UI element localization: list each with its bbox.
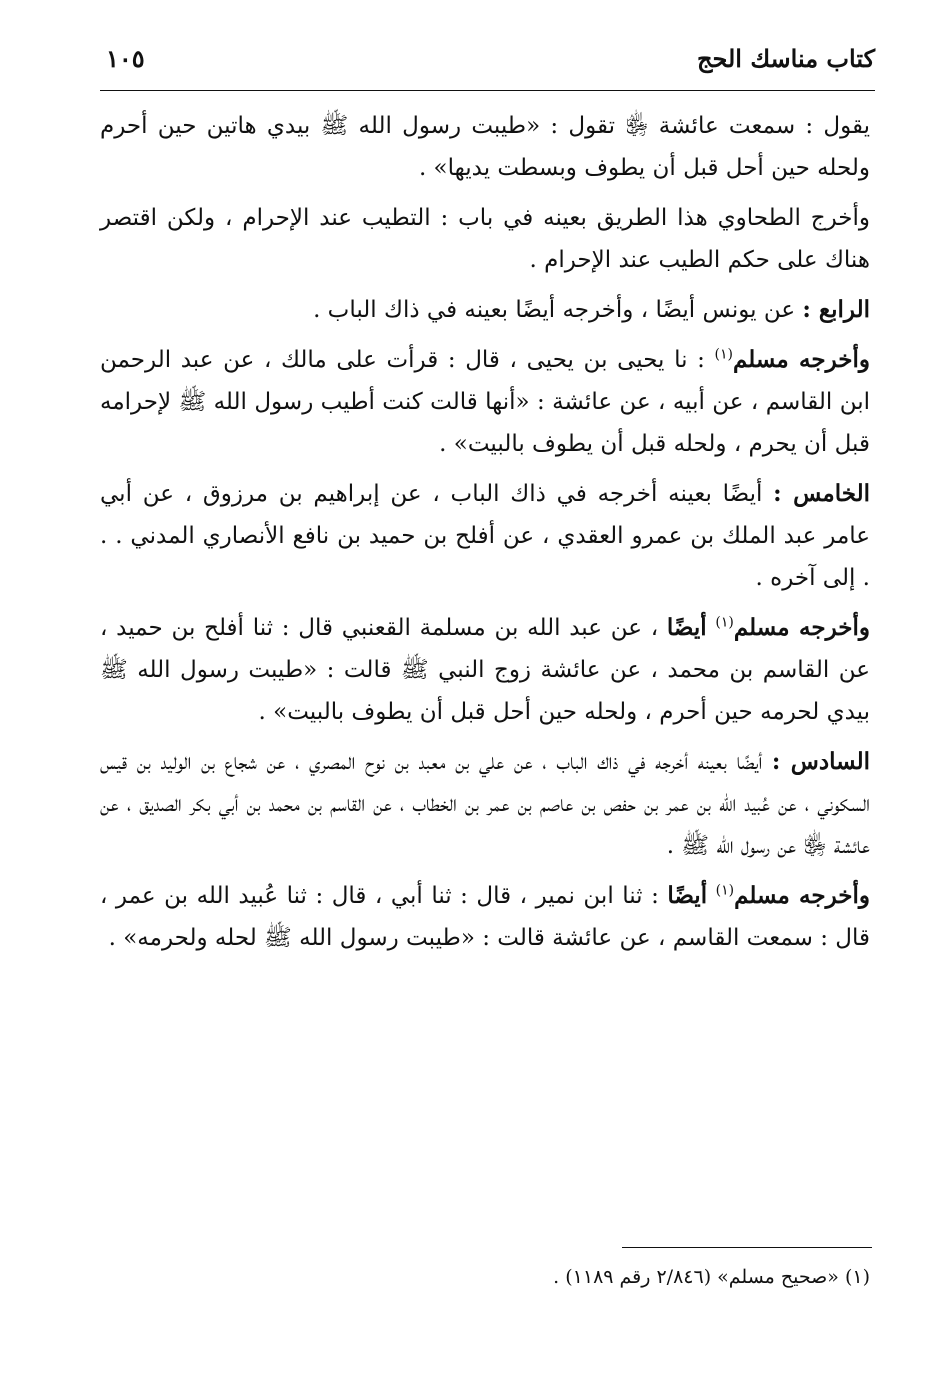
body-text (100, 105, 870, 967)
paragraph-7 (100, 741, 870, 867)
footnote-reference[interactable]: (١) (714, 346, 733, 363)
footnote-reference[interactable]: (١) (715, 614, 734, 631)
paragraph-3 (100, 289, 870, 331)
paragraph-text: ، عن عبد الله بن مسلمة القعنبي قال : ثنا أفلح بن حميد ، عن القاسم بن محمد ، عن عائشة زوج النبي ﷺ قالت : «طيبت رسول الله ﷺ بيدي لحرمه حين أحرم ، ولحله حين أحل قبل أن يطوف بالبيت» . (100, 615, 870, 725)
paragraph-lead: وأخرجه مسلم (733, 614, 870, 641)
running-header (100, 36, 875, 86)
paragraph-lead: وأخرجه مسلم (732, 346, 870, 373)
paragraph-5 (100, 473, 870, 599)
paragraph-text: وأخرج الطحاوي هذا الطريق بعينه في باب : التطيب عند الإحرام ، ولكن اقتصر هناك على حكم الطيب عند الإحرام . (100, 205, 870, 273)
footnote-reference[interactable]: (١) (715, 882, 735, 899)
paragraph-text: : نا يحيى بن يحيى ، قال : قرأت على مالك ، عن عبد الرحمن ابن القاسم ، عن أبيه ، عن عائشة : «أنها قالت كنت أطيب رسول الله ﷺ لإحرامه قبل أن يحرم ، ولحله قبل أن يطوف بالبيت» . (100, 347, 870, 457)
paragraph-lead: الرابع : (802, 296, 870, 323)
paragraph-1 (100, 105, 870, 189)
paragraph-text: : ثنا ابن نمير ، قال : ثنا أبي ، قال : ثنا عُبيد الله بن عمر ، قال : سمعت القاسم ، عن عائشة قالت : «طيبت رسول الله ﷺ لحله ولحرمه» . (100, 883, 870, 951)
paragraph-text: أيضًا بعينه أخرجه في ذاك الباب ، عن إبراهيم بن مرزوق ، عن أبي عامر عبد الملك بن عمرو العقدي ، عن أفلح بن حميد بن نافع الأنصاري المدني . . . إلى آخره . (100, 481, 870, 591)
paragraph-lead-secondary: أيضًا (667, 882, 708, 909)
paragraph-lead: الخامس : (773, 480, 870, 507)
paragraph-text: أيضًا بعينه أخرجه في ذاك الباب ، عن علي بن معبد بن نوح المصري ، عن شجاع بن الوليد بن قيس السكوني ، عن عُبيد الله بن عمر بن حفص بن عاصم بن عمر بن الخطاب ، عن القاسم بن محمد بن أبي بكر الصديق ، عن عائشة ﵂ عن رسول الله ﷺ . (100, 749, 870, 859)
header-rule (100, 90, 875, 91)
footnote-text: (١) «صحيح مسلم» (٢/٨٤٦ رقم ١١٨٩) . (553, 1266, 870, 1288)
paragraph-text: يقول : سمعت عائشة ﵂ تقول : «طيبت رسول الله ﷺ بيدي هاتين حين أحرم ولحله حين أحل قبل أن يطوف وبسطت يديها» . (100, 113, 870, 181)
paragraph-4 (100, 339, 870, 465)
paragraph-8 (100, 875, 870, 959)
header-title: كتاب مناسك الحج (697, 44, 875, 73)
paragraph-2 (100, 197, 870, 281)
paragraph-lead: وأخرجه مسلم (734, 882, 870, 909)
paragraph-lead: السادس : (771, 748, 870, 775)
footnote (100, 1262, 870, 1292)
paragraph-6 (100, 607, 870, 733)
paragraph-lead-secondary: أيضًا (666, 614, 707, 641)
footnote-rule (622, 1247, 872, 1248)
page-number: ١٠٥ (106, 44, 145, 73)
paragraph-text: عن يونس أيضًا ، وأخرجه أيضًا بعينه في ذاك الباب . (313, 297, 803, 323)
